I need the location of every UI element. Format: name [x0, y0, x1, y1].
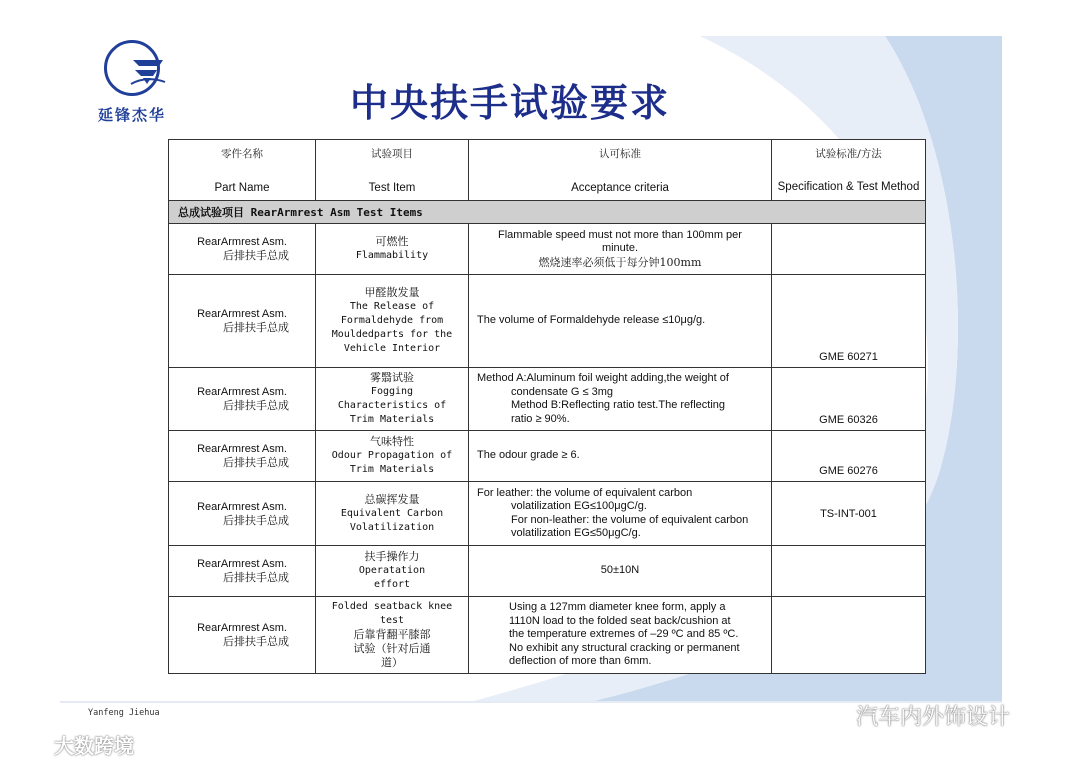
watermark-right-text: 汽车内外饰设计	[856, 705, 1011, 730]
header-acceptance-criteria: 认可标准 Acceptance criteria	[469, 140, 772, 201]
criteria-cell: The volume of Formaldehyde release ≤10μg/g.	[469, 275, 772, 368]
spec-cell	[772, 597, 926, 674]
part-name-cell: RearArmrest Asm. 后排扶手总成	[169, 431, 316, 482]
criteria-cell: Flammable speed must not more than 100mm per minute. 燃烧速率必须低于每分钟100mm	[469, 224, 772, 275]
spec-cell	[772, 224, 926, 275]
criteria-cell: 50±10N	[469, 546, 772, 597]
section-title: 总成试验项目 RearArmrest Asm Test Items	[169, 201, 926, 224]
criteria-cell: For leather: the volume of equivalent carbon volatilization EG≤100μgC/g. For non-leather: the volume of equivalent carbon volatilization EG≤50μgC/g.	[469, 482, 772, 546]
header-specification: 试验标准/方法 Specification & Test Method	[772, 140, 926, 201]
spec-cell: GME 60271	[772, 275, 926, 368]
test-item-cell: 气味特性 Odour Propagation of Trim Materials	[316, 431, 469, 482]
footer-company: Yanfeng Jiehua	[88, 708, 160, 718]
spec-cell	[772, 546, 926, 597]
criteria-cell: Using a 127mm diameter knee form, apply a 1110N load to the folded seat back/cushion at the temperature extremes of –29 ºC and 85 ºC. No exhibit any structural cracking or permanent deflection of more than 6mm.	[469, 597, 772, 674]
watermark-left	[12, 730, 134, 759]
table-header-row	[169, 140, 926, 201]
table-row	[169, 368, 926, 431]
watermark-right	[820, 700, 1010, 731]
header-part-name: 零件名称 Part Name	[169, 140, 316, 201]
part-name-cell: RearArmrest Asm. 后排扶手总成	[169, 597, 316, 674]
table-row	[169, 546, 926, 597]
test-item-cell: 总碳挥发量 Equivalent Carbon Volatilization	[316, 482, 469, 546]
test-item-cell: 雾翳试验 Fogging Characteristics of Trim Materials	[316, 368, 469, 431]
spec-cell: GME 60276	[772, 431, 926, 482]
header-test-item: 试验项目 Test Item	[316, 140, 469, 201]
page-title: 中央扶手试验要求	[350, 81, 671, 125]
part-name-cell: RearArmrest Asm. 后排扶手总成	[169, 368, 316, 431]
table-row	[169, 275, 926, 368]
company-logo	[92, 40, 192, 130]
logo-mark-icon	[129, 54, 167, 88]
part-name-cell: RearArmrest Asm. 后排扶手总成	[169, 224, 316, 275]
test-item-cell: 扶手操作力 Operatation effort	[316, 546, 469, 597]
test-item-cell: 甲醛散发量 The Release of Formaldehyde from Mouldedparts for the Vehicle Interior	[316, 275, 469, 368]
table-row	[169, 597, 926, 674]
test-item-cell: 可燃性 Flammability	[316, 224, 469, 275]
part-name-cell: RearArmrest Asm. 后排扶手总成	[169, 275, 316, 368]
section-row	[169, 201, 926, 224]
logo-emblem	[104, 40, 160, 96]
spec-cell: TS-INT-001	[772, 482, 926, 546]
criteria-cell: The odour grade ≥ 6.	[469, 431, 772, 482]
table-row	[169, 224, 926, 275]
logo-text: 延锋杰华	[98, 106, 167, 124]
test-item-cell: Folded seatback knee test 后靠背翻平膝部试验（针对后通道）	[316, 597, 469, 674]
watermark-left-text: 大数跨境	[54, 734, 134, 758]
requirements-table	[168, 139, 926, 674]
part-name-cell: RearArmrest Asm. 后排扶手总成	[169, 482, 316, 546]
weibo-icon	[12, 735, 48, 755]
table-row	[169, 482, 926, 546]
part-name-cell: RearArmrest Asm. 后排扶手总成	[169, 546, 316, 597]
wechat-icon	[820, 704, 850, 728]
table-row	[169, 431, 926, 482]
criteria-cell: Method A:Aluminum foil weight adding,the weight of condensate G ≤ 3mg Method B:Reflecting ratio test.The reflecting ratio ≥ 90%.	[469, 368, 772, 431]
spec-cell: GME 60326	[772, 368, 926, 431]
